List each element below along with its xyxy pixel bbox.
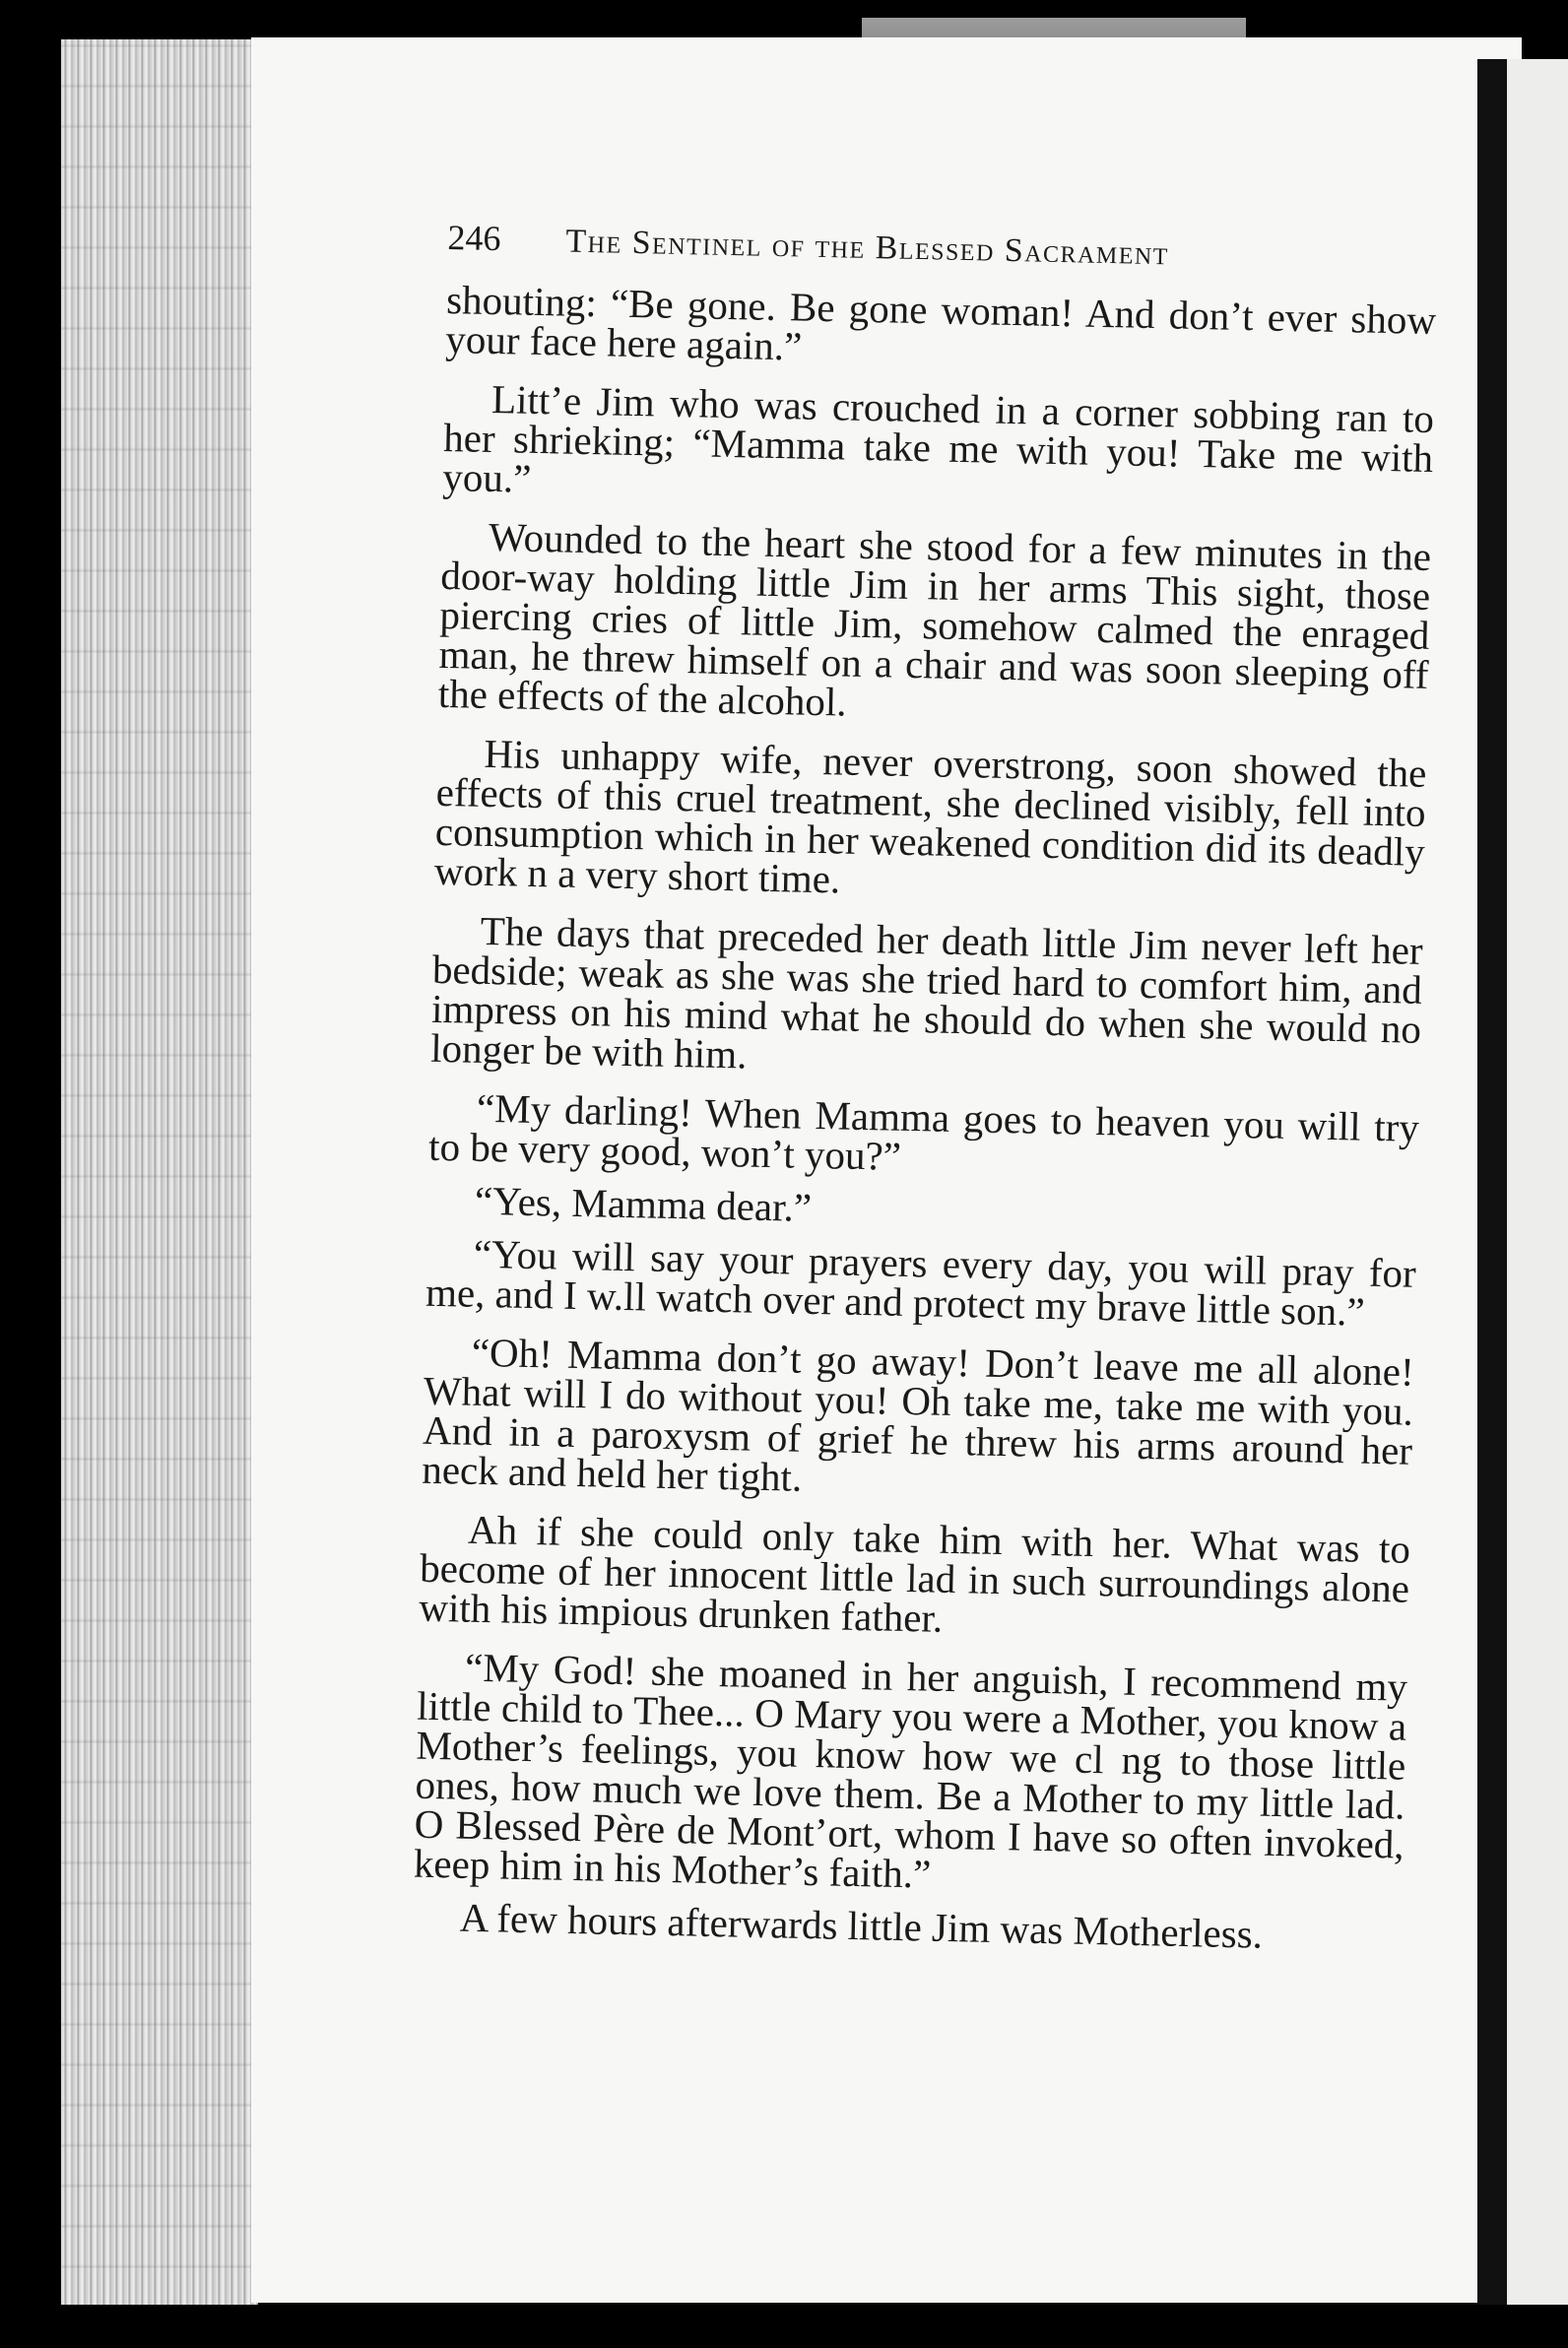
paragraph: “My God! she moaned in her anguish, I recommend my little child to Thee... O Mary you were a Mother, you know a Mother’s feelings, you know how we cl ng to those little ones, how much we love them. Be a Mother to my little lad. O Blessed Père de Mont’ort, whom I have so often invoked, keep him in his Mother’s faith.” bbox=[413, 1644, 1408, 1897]
paragraph: “My darling! When Mamma goes to heaven you will try to be very good, won’t you?” bbox=[427, 1084, 1420, 1179]
paragraph: “Yes, Mamma dear.” bbox=[474, 1177, 813, 1230]
paragraph: “You will say your prayers every day, you will pray for me, and I w.ll watch over and protect my brave little son.” bbox=[425, 1230, 1417, 1335]
paragraph: Ah if she could only take him with her. What was to become of her innocent little lad in such surroundings alone with his impious drunken father. bbox=[418, 1506, 1411, 1641]
page-edges-stack bbox=[61, 39, 258, 2305]
facing-page-edge bbox=[1507, 59, 1568, 2305]
paragraph: shouting: “Be gone. Be gone woman! And don’t ever show your face here again.” bbox=[444, 276, 1437, 369]
page-text-block bbox=[412, 217, 1438, 1977]
paragraph: The days that preceded her death little Jim never left her bedside; weak as she was she tried hard to comfort him, and impress on his mind what he should do when she would no longer be with him. bbox=[429, 907, 1424, 1077]
paragraph: Wounded to the heart she stood for a few minutes in the door-way holding little Jim in her arms This sight, those piercing cries of little Jim, somehow calmed the enraged man, he threw himself on a chair and was soon sleeping off the effects of the alcohol. bbox=[437, 513, 1432, 725]
paragraph: His unhappy wife, never overstrong, soon showed the effects of this cruel treatment, she declined visibly, fell into consumption which in her weakened condition did its deadly work n a very short time. bbox=[433, 730, 1427, 902]
paragraph: “Oh! Mamma don’t go away! Don’t leave me all alone! What will I do without you! Oh take me, take me with you. And in a paroxysm of grief he threw his arms around her neck and held her tight. bbox=[421, 1329, 1415, 1500]
page-number: 246 bbox=[447, 217, 501, 259]
paragraph: A few hours afterwards little Jim was Motherless. bbox=[459, 1894, 1264, 1957]
book-gutter bbox=[1477, 59, 1507, 2305]
running-title: The Sentinel of the Blessed Sacrament bbox=[565, 223, 1170, 273]
paragraph: Litt’e Jim who was crouched in a corner sobbing ran to her shrieking; “Mamma take me with you! Take me with you.” bbox=[441, 375, 1435, 501]
